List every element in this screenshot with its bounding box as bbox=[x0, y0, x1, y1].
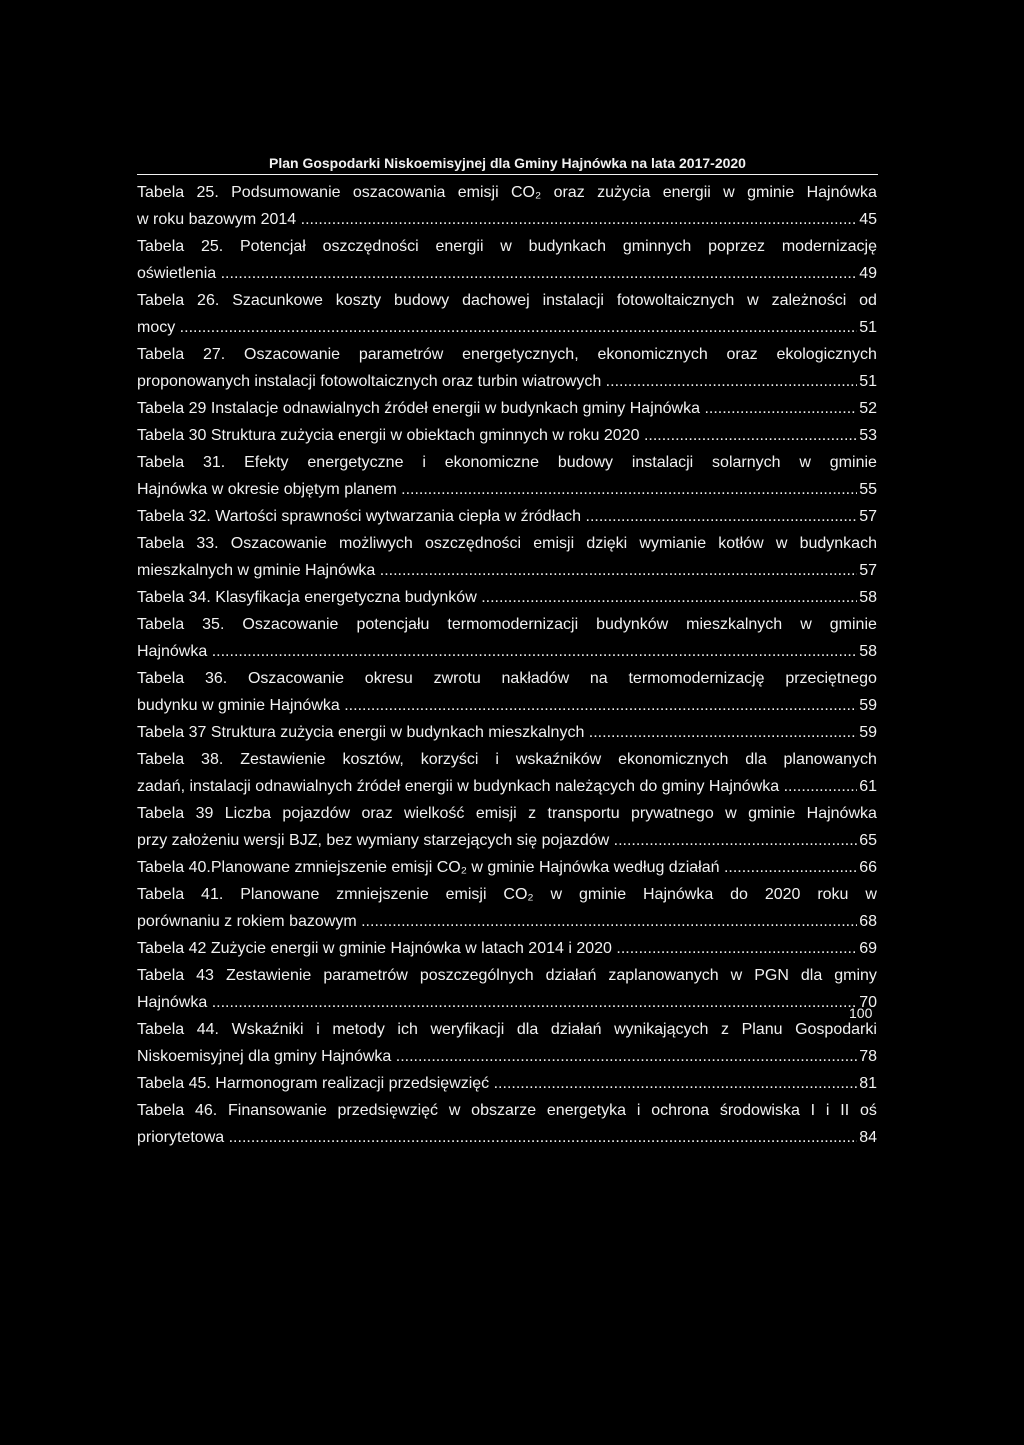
toc-entry[interactable] bbox=[137, 962, 877, 1016]
toc-entry-page-number: 70 bbox=[857, 989, 877, 1016]
toc-entry-title: Tabela 29 Instalacje odnawialnych źródeł energii w budynkach gminy Hajnówka bbox=[137, 400, 700, 417]
toc-entry-page-number: 59 bbox=[857, 719, 877, 746]
toc-entry-page-number: 59 bbox=[857, 692, 877, 719]
toc-entry-title: Niskoemisyjnej dla gminy Hajnówka bbox=[137, 1048, 392, 1065]
toc-entry-title-line: Tabela 27. Oszacowanie parametrów energetycznych, ekonomicznych oraz ekologicznych bbox=[137, 346, 877, 363]
toc-entry-title-line: Tabela 31. Efekty energetyczne i ekonomiczne budowy instalacji solarnych w gminie bbox=[137, 454, 877, 471]
toc-entry[interactable] bbox=[137, 611, 877, 665]
toc-entry-page-number: 65 bbox=[857, 827, 877, 854]
toc-entry-leader-line bbox=[137, 773, 877, 800]
toc-entry-leader-line bbox=[137, 206, 877, 233]
toc-entry-title-line: Tabela 43 Zestawienie parametrów poszczególnych działań zaplanowanych w PGN dla gminy bbox=[137, 967, 877, 984]
toc-entry-page-number: 61 bbox=[857, 773, 877, 800]
toc-entry-title: Tabela 30 Struktura zużycia energii w obiektach gminnych w roku 2020 bbox=[137, 427, 640, 444]
toc-entry-leader-line bbox=[137, 1070, 877, 1097]
toc-entry[interactable] bbox=[137, 1097, 877, 1151]
toc-entry-title-line: Tabela 36. Oszacowanie okresu zwrotu nakładów na termomodernizację przeciętnego bbox=[137, 670, 877, 687]
toc-entry-title: Tabela 34. Klasyfikacja energetyczna budynków bbox=[137, 589, 477, 606]
toc-entry-leader-line bbox=[137, 422, 877, 449]
toc-entry-page-number: 45 bbox=[857, 206, 877, 233]
toc-entry-leader-line bbox=[137, 935, 877, 962]
toc-entry[interactable] bbox=[137, 341, 877, 395]
toc-entry-page-number: 84 bbox=[857, 1124, 877, 1151]
toc-entry-title: zadań, instalacji odnawialnych źródeł energii w budynkach należących do gminy Hajnówka bbox=[137, 778, 780, 795]
toc-entry[interactable] bbox=[137, 179, 877, 233]
toc-entry[interactable] bbox=[137, 584, 877, 611]
toc-entry-leader-line bbox=[137, 395, 877, 422]
toc-entry[interactable] bbox=[137, 287, 877, 341]
toc-entry-page-number: 49 bbox=[857, 260, 877, 287]
toc-entry-page-number: 66 bbox=[857, 854, 877, 881]
toc-entry-title: Hajnówka bbox=[137, 643, 208, 660]
toc-entry-title: Hajnówka bbox=[137, 994, 208, 1011]
toc-entry-page-number: 51 bbox=[857, 314, 877, 341]
toc-entry-leader-line bbox=[137, 692, 877, 719]
running-header: Plan Gospodarki Niskoemisyjnej dla Gminy Hajnówka na lata 2017-2020 bbox=[137, 155, 878, 175]
toc-entry-title: mocy bbox=[137, 319, 176, 336]
toc-entry-title-line: Tabela 41. Planowane zmniejszenie emisji CO₂ w gminie Hajnówka do 2020 roku w bbox=[137, 886, 877, 903]
toc-entry-leader-line bbox=[137, 908, 877, 935]
toc-entry-page-number: 52 bbox=[857, 395, 877, 422]
toc-entry[interactable] bbox=[137, 881, 877, 935]
toc-entry-page-number: 51 bbox=[857, 368, 877, 395]
toc-entry-leader-line bbox=[137, 503, 877, 530]
toc-entry[interactable] bbox=[137, 1016, 877, 1070]
toc-entry-title: priorytetowa bbox=[137, 1129, 225, 1146]
toc-entry-leader-line bbox=[137, 854, 877, 881]
toc-entry-title: Tabela 42 Zużycie energii w gminie Hajnówka w latach 2014 i 2020 bbox=[137, 940, 612, 957]
toc-entry-leader-line bbox=[137, 989, 877, 1016]
page-number: 100 bbox=[849, 1005, 873, 1021]
toc-entry-title: Tabela 40.Planowane zmniejszenie emisji CO₂ w gminie Hajnówka według działań bbox=[137, 859, 720, 876]
toc-entry-page-number: 68 bbox=[857, 908, 877, 935]
toc-entry-leader-line bbox=[137, 314, 877, 341]
toc-entry-page-number: 55 bbox=[857, 476, 877, 503]
toc-entry-page-number: 78 bbox=[857, 1043, 877, 1070]
toc-entry-title-line: Tabela 46. Finansowanie przedsięwzięć w obszarze energetyka i ochrona środowiska I i II oś bbox=[137, 1102, 877, 1119]
toc-entry[interactable] bbox=[137, 746, 877, 800]
toc-entry-title-line: Tabela 25. Podsumowanie oszacowania emisji CO₂ oraz zużycia energii w gminie Hajnówka bbox=[137, 184, 877, 201]
toc-entry-leader-line bbox=[137, 368, 877, 395]
toc-entry-title-line: Tabela 26. Szacunkowe koszty budowy dachowej instalacji fotowoltaicznych w zależności od bbox=[137, 292, 877, 309]
toc-entry-page-number: 53 bbox=[857, 422, 877, 449]
toc-entry-leader-line bbox=[137, 260, 877, 287]
toc-entry-leader-line bbox=[137, 557, 877, 584]
toc-entry[interactable] bbox=[137, 233, 877, 287]
toc-entry-title: przy założeniu wersji BJZ, bez wymiany starzejących się pojazdów bbox=[137, 832, 610, 849]
toc-entry[interactable] bbox=[137, 422, 877, 449]
toc-entry[interactable] bbox=[137, 530, 877, 584]
toc-entry[interactable] bbox=[137, 665, 877, 719]
toc-entry-title-line: Tabela 33. Oszacowanie możliwych oszczędności emisji dzięki wymianie kotłów w budynkach bbox=[137, 535, 877, 552]
toc-entry-title-line: Tabela 44. Wskaźniki i metody ich weryfikacji dla działań wynikających z Planu Gospodarki bbox=[137, 1021, 877, 1038]
toc-entry-leader-line bbox=[137, 1124, 877, 1151]
toc-entry-title: proponowanych instalacji fotowoltaicznych oraz turbin wiatrowych bbox=[137, 373, 602, 390]
toc-entry-title: w roku bazowym 2014 bbox=[137, 211, 297, 228]
toc-entry-title-line: Tabela 39 Liczba pojazdów oraz wielkość emisji z transportu prywatnego w gminie Hajnówka bbox=[137, 805, 877, 822]
toc-entry-title: Tabela 37 Struktura zużycia energii w budynkach mieszkalnych bbox=[137, 724, 585, 741]
toc-entry[interactable] bbox=[137, 1070, 877, 1097]
toc-entry-leader-line bbox=[137, 1043, 877, 1070]
toc-entry[interactable] bbox=[137, 854, 877, 881]
toc-entry[interactable] bbox=[137, 800, 877, 854]
toc-entry-title: mieszkalnych w gminie Hajnówka bbox=[137, 562, 376, 579]
table-of-contents bbox=[137, 179, 877, 1151]
toc-entry-page-number: 69 bbox=[857, 935, 877, 962]
toc-entry-leader-line bbox=[137, 719, 877, 746]
toc-entry-leader-line bbox=[137, 827, 877, 854]
toc-entry-page-number: 58 bbox=[857, 584, 877, 611]
toc-entry-title: porównaniu z rokiem bazowym bbox=[137, 913, 357, 930]
toc-entry-title: oświetlenia bbox=[137, 265, 217, 282]
toc-entry[interactable] bbox=[137, 503, 877, 530]
toc-entry-title: Hajnówka w okresie objętym planem bbox=[137, 481, 397, 498]
toc-entry-page-number: 57 bbox=[857, 557, 877, 584]
toc-entry-leader-line bbox=[137, 476, 877, 503]
toc-entry-page-number: 81 bbox=[857, 1070, 877, 1097]
toc-entry-title: budynku w gminie Hajnówka bbox=[137, 697, 340, 714]
toc-entry-page-number: 58 bbox=[857, 638, 877, 665]
toc-entry-leader-line bbox=[137, 638, 877, 665]
toc-entry-title: Tabela 45. Harmonogram realizacji przedsięwzięć bbox=[137, 1075, 490, 1092]
toc-entry-title-line: Tabela 38. Zestawienie kosztów, korzyści i wskaźników ekonomicznych dla planowanych bbox=[137, 751, 877, 768]
toc-entry-title-line: Tabela 35. Oszacowanie potencjału termomodernizacji budynków mieszkalnych w gminie bbox=[137, 616, 877, 633]
toc-entry[interactable] bbox=[137, 935, 877, 962]
toc-entry[interactable] bbox=[137, 395, 877, 422]
toc-entry-leader-line bbox=[137, 584, 877, 611]
toc-entry-title-line: Tabela 25. Potencjał oszczędności energii w budynkach gminnych poprzez modernizację bbox=[137, 238, 877, 255]
toc-entry-title: Tabela 32. Wartości sprawności wytwarzania ciepła w źródłach bbox=[137, 508, 582, 525]
toc-entry[interactable] bbox=[137, 449, 877, 503]
toc-entry[interactable] bbox=[137, 719, 877, 746]
toc-entry-page-number: 57 bbox=[857, 503, 877, 530]
